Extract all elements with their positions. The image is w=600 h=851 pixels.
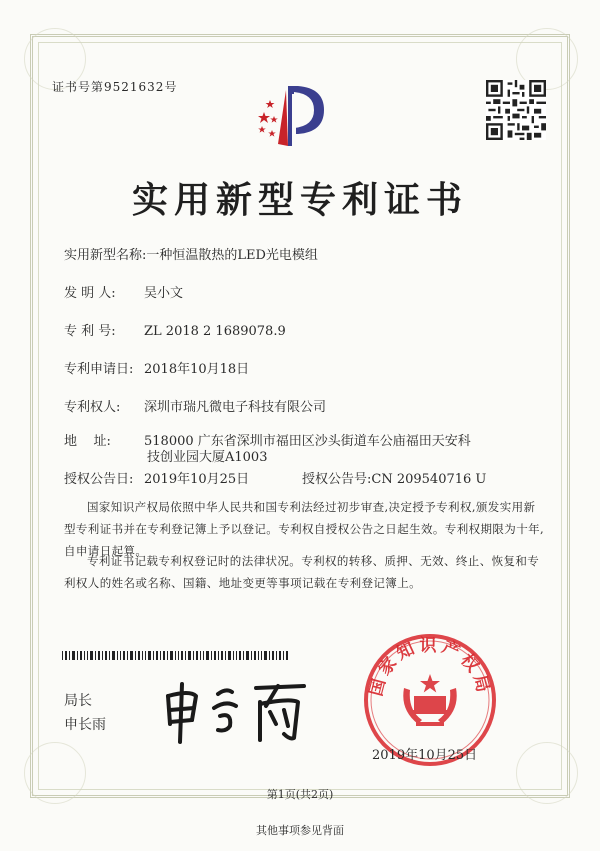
page-number: 第1页(共2页) — [266, 788, 334, 801]
utility-name-row — [64, 244, 318, 263]
footer-note: 其他事项参见背面 — [256, 824, 344, 837]
inventor-row — [64, 282, 183, 301]
filing-date-label: 专利申请日: — [64, 362, 134, 377]
qr-code-icon — [486, 80, 546, 140]
patent-number-label: 专 利 号: — [64, 324, 116, 339]
patent-office-logo-icon — [252, 80, 332, 150]
grant-number-value: CN 209540716 U — [371, 472, 487, 487]
address-value-line1: 518000 广东省深圳市福田区沙头街道车公庙福田天安科 — [144, 434, 471, 449]
address-value-line2: 技创业园大厦A1003 — [147, 450, 268, 465]
filing-date-row — [64, 358, 249, 377]
seal-text: 国家知识产权局 — [366, 635, 494, 699]
filing-date-value: 2018年10月18日 — [144, 362, 250, 377]
grant-date-value: 2019年10月25日 — [144, 472, 250, 487]
patentee-label: 专利权人: — [64, 400, 121, 415]
grant-row — [64, 468, 486, 487]
inventor-label: 发 明 人: — [64, 286, 116, 301]
patentee-row — [64, 396, 326, 415]
grant-number-label: 授权公告号: — [302, 472, 372, 487]
director-title: 局长 — [64, 693, 92, 709]
legal-status-paragraph: 专利证书记载专利权登记时的法律状况。专利权的转移、质押、无效、终止、恢复和专利权人的姓名或名称、国籍、地址变更等事项记载在专利登记簿上。 — [64, 554, 540, 590]
utility-name-value: 一种恒温散热的LED光电模组 — [146, 248, 318, 263]
certificate-number: 证书号第9521632号 — [52, 80, 178, 94]
address-label: 地 址: — [64, 434, 111, 449]
patent-number-value: ZL 2018 2 1689078.9 — [144, 324, 286, 339]
director-name: 申长雨 — [64, 717, 106, 733]
inventor-value: 吴小文 — [144, 286, 184, 301]
certificate-title: 实用新型专利证书 — [131, 180, 468, 221]
barcode-icon — [62, 651, 288, 660]
handwritten-signature — [160, 680, 310, 744]
svg-text:国家知识产权局 — [366, 636, 493, 698]
grant-statement-paragraph: 国家知识产权局依照中华人民共和国专利法经过初步审查,决定授予专利权,颁发实用新型专利证书并在专利登记簿上予以登记。专利权自授权公告之日起生效。专利权期限为十年,自申请日起算。 — [64, 500, 545, 558]
patent-number-row — [64, 320, 286, 339]
patentee-value: 深圳市瑞凡微电子科技有限公司 — [144, 400, 327, 415]
grant-date-label: 授权公告日: — [64, 472, 134, 487]
utility-name-label: 实用新型名称: — [64, 248, 147, 263]
national-emblem-icon — [403, 674, 456, 726]
seal-date: 2019年10月25日 — [372, 748, 478, 763]
